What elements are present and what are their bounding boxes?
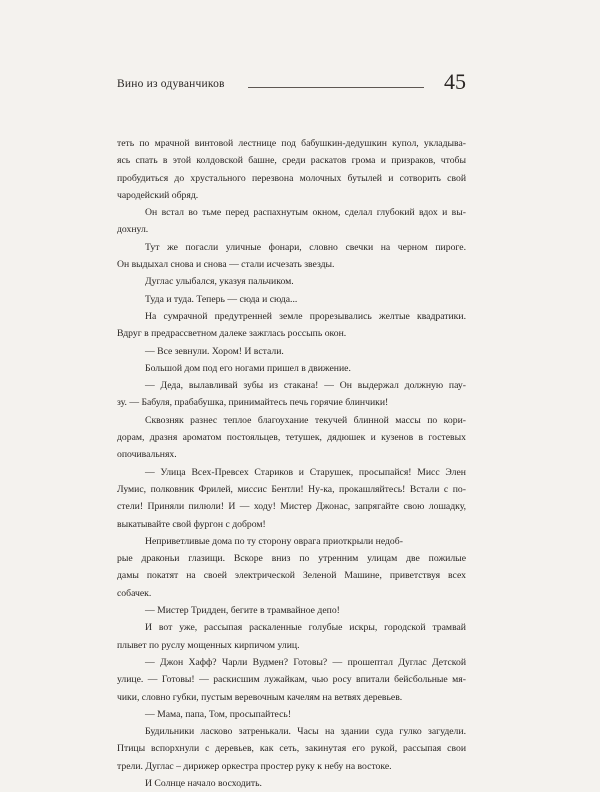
text-line: опочивальнях. [117,449,177,461]
text-line: — Джон Хафф? Чарли Вудмен? Готовы? — прошептал Дуглас Детской [145,656,466,668]
text-line: Будильники ласково затренькали. Часы на здании суда гулко загудели. [145,726,466,738]
text-line: плывет по руслу мощенных кирпичом улиц. [117,639,300,651]
text-line: пробудиться до хрустального перезвона молочных бутылей и сотворить свой [117,172,466,184]
text-line: — Все зевнули. Хором! И встали. [145,345,284,357]
text-line: улице. — Готовы! — раскисшим лужайкам, чью росу впитали бейсбольные мя- [117,674,466,686]
text-line: чики, словно губки, пустым веревочным качелям на ветвях деревьев. [117,691,403,703]
text-line: дорам, дразня ароматом постояльцев, тетушек, дядюшек и кузенов в гостевых [117,432,466,444]
text-line: Неприветливые дома по ту сторону оврага приоткрыли недоб- [145,535,403,547]
text-line: дамы покатят на своей электрической Зеленой Машине, приветствуя всех [117,570,466,582]
text-line: — Мама, папа, Том, просыпайтесь! [145,708,292,720]
text-line: И Солнце начало восходить. [145,777,262,789]
text-line: — Деда, вылавливай зубы из стакана! — Он выдержал должную пау- [145,380,466,392]
text-line: выкатывайте свой фургон с добром! [117,518,266,530]
text-line: Большой дом под его ногами пришел в движение. [145,362,351,374]
text-line: рые драконьи глазищи. Вскоре вниз по утренним улицам две пожилые [117,553,466,565]
header-rule [248,87,424,88]
text-line: ясь спать в этой колдовской башне, среди раскатов грома и призраков, чтобы [117,155,466,167]
text-line: Вдруг в предрассветном далеке зажглась россыпь окон. [117,328,347,340]
text-line: трели. Дуглас – дирижер оркестра простер руку к небу на востоке. [117,760,392,772]
text-line: Тут же погасли уличные фонари, словно свечки на черном пироге. [145,241,466,253]
book-title: Вино из одуванчиков [117,78,225,90]
text-line: Он выдыхал снова и снова — стали исчезать звезды. [117,259,335,271]
text-line: На сумрачной предутренней земле прорезывались желтые квадратики. [145,310,466,322]
text-line: Он встал во тьме перед распахнутым окном, сделал глубокий вдох и вы- [145,207,466,219]
text-line: Лумис, полковник Фрилей, миссис Бентли! Ну-ка, прокашляйтесь! Встали с по- [117,483,466,495]
running-header [117,69,466,96]
text-line: теть по мрачной винтовой лестнице под бабушкин-дедушкин купол, укладыва- [117,138,466,149]
text-line: Дуглас улыбался, указуя пальчиком. [145,276,294,288]
text-line: Сквозняк разнес теплое благоухание текучей блинной массы по кори- [145,414,466,426]
text-line: И вот уже, рассыпая раскаленные голубые искры, городской трамвай [145,622,466,634]
text-line: Птицы вспорхнули с деревьев, как сеть, закинутая его рукой, рассыпая свои [117,743,466,755]
body-text [117,135,466,792]
text-line: дохнул. [117,224,149,236]
page-number: 45 [444,69,466,94]
text-line: чародейский обряд. [117,189,199,201]
text-line: стели! Приняли пилюли! И — ходу! Мистер Джонас, запрягайте свою лошадку, [117,501,466,513]
text-line: — Улица Всех-Превсех Стариков и Старушек, просыпайся! Мисс Элен [145,466,466,478]
text-line: собачек. [117,587,152,599]
text-line: Туда и туда. Теперь — сюда и сюда... [145,293,298,305]
text-line: — Мистер Тридден, бегите в трамвайное депо! [145,605,340,617]
text-line: зу. — Бабуля, прабабушка, принимайтесь печь горячие блинчики! [117,397,389,409]
